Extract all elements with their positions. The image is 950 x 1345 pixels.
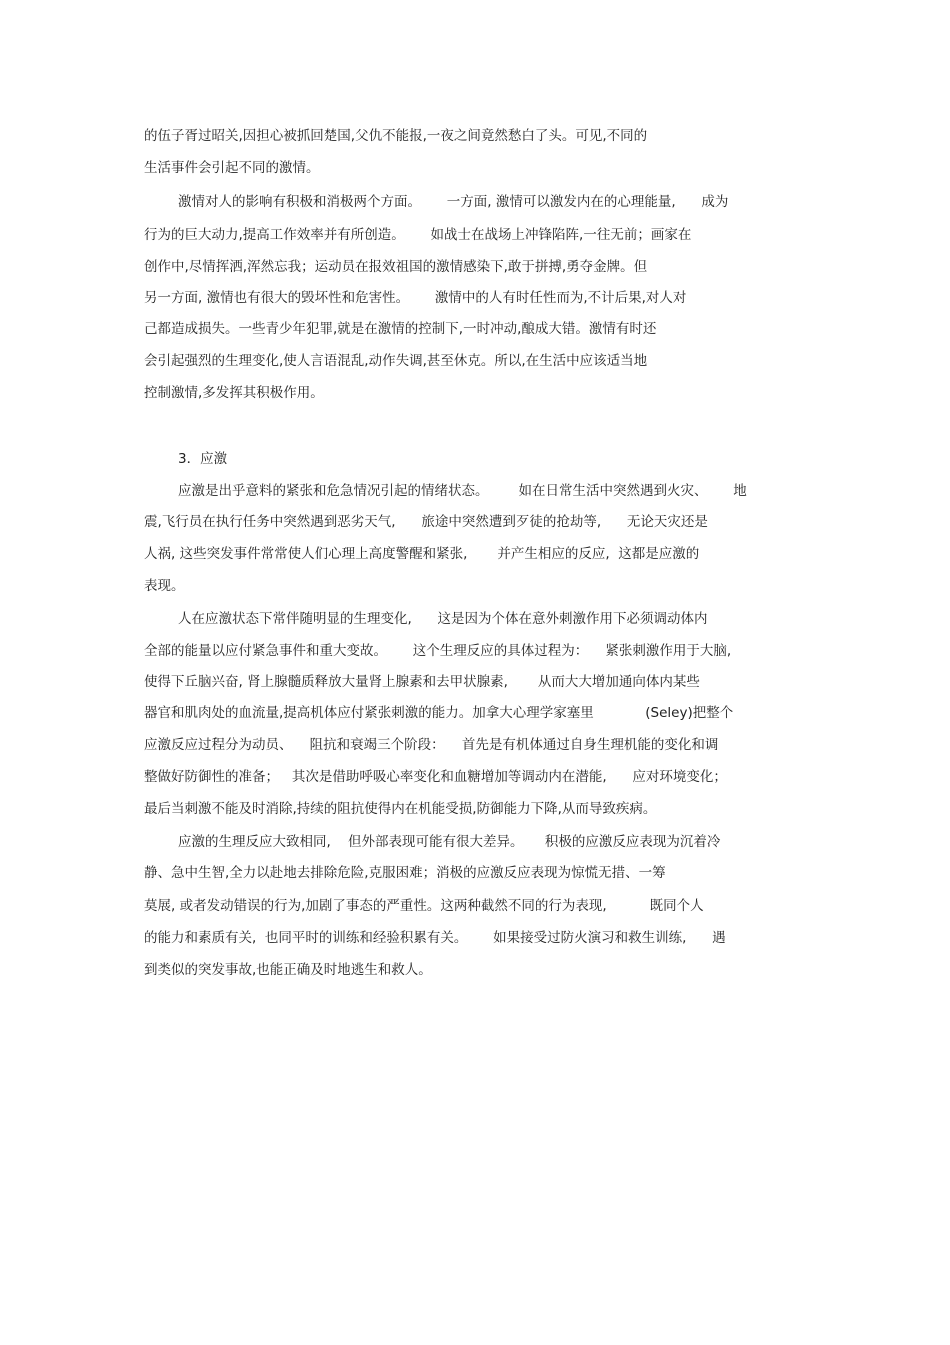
body-text-line: 静、急中生智,全力以赴地去排除危险,克服困难；消极的应激反应表现为惊慌无措、一筹 — [144, 865, 666, 881]
body-text-line: 应激反应过程分为动员、 阻抗和衰竭三个阶段： 首先是有机体通过自身生理机能的变化和调 — [144, 737, 719, 753]
body-text-line: 另一方面, 激情也有很大的毁坏性和危害性。 激情中的人有时任性而为,不计后果,对人对 — [144, 290, 687, 306]
body-text-line: 会引起强烈的生理变化,使人言语混乱,动作失调,甚至休克。所以,在生活中应该适当地 — [144, 353, 648, 369]
body-text-line: 最后当刺激不能及时消除,持续的阻抗使得内在机能受损,防御能力下降,从而导致疾病。 — [144, 801, 657, 817]
body-text-line: 到类似的突发事故,也能正确及时地逃生和救人。 — [144, 962, 432, 978]
body-text-line: 整做好防御性的准备； 其次是借助呼吸心率变化和血糖增加等调动内在潜能, 应对环境变化； — [144, 769, 727, 785]
body-text-line: 行为的巨大动力,提高工作效率并有所创造。 如战士在战场上冲锋陷阵,一往无前；画家在 — [144, 227, 692, 243]
body-text-line: 人祸, 这些突发事件常常使人们心理上高度警醒和紧张, 并产生相应的反应, 这都是应激的 — [144, 546, 700, 562]
body-text-line: 应激的生理反应大致相同, 但外部表现可能有很大差异。 积极的应激反应表现为沉着冷 — [178, 834, 721, 850]
body-text-line: 激情对人的影响有积极和消极两个方面。 一方面, 激情可以激发内在的心理能量, 成为 — [178, 194, 729, 210]
body-text-line: 人在应激状态下常伴随明显的生理变化, 这是因为个体在意外刺激作用下必须调动体内 — [178, 611, 708, 627]
body-text-line: 的伍子胥过昭关,因担心被抓回楚国,父仇不能报,一夜之间竟然愁白了头。可见,不同的 — [144, 128, 648, 144]
body-text-line: 莫展, 或者发动错误的行为,加剧了事态的严重性。这两种截然不同的行为表现, 既同个人 — [144, 898, 704, 914]
body-text-line: 器官和肌肉处的血流量,提高机体应付紧张刺激的能力。加拿大心理学家塞里 (Seley)把整个 — [144, 705, 734, 721]
body-text-line: 生活事件会引起不同的激情。 — [144, 160, 320, 176]
body-text-line: 全部的能量以应付紧急事件和重大变故。 这个生理反应的具体过程为： 紧张刺激作用于大脑, — [144, 643, 732, 659]
section-heading: 3．应激 — [178, 451, 228, 467]
body-text-line: 创作中,尽情挥洒,浑然忘我；运动员在报效祖国的激情感染下,敢于拼搏,勇夺金牌。但 — [144, 259, 648, 275]
body-text-line: 己都造成损失。一些青少年犯罪,就是在激情的控制下,一时冲动,酿成大错。激情有时还 — [144, 321, 657, 337]
body-text-line: 应激是出乎意料的紧张和危急情况引起的情绪状态。 如在日常生活中突然遇到火灾、 地 — [178, 483, 747, 499]
body-text-line: 控制激情,多发挥其积极作用。 — [144, 385, 324, 401]
body-text-line: 使得下丘脑兴奋, 肾上腺髓质释放大量肾上腺素和去甲状腺素, 从而大大增加通向体内某些 — [144, 674, 700, 690]
body-text-line: 的能力和素质有关, 也同平时的训练和经验积累有关。 如果接受过防火演习和救生训练, 遇 — [144, 930, 726, 946]
body-text-line: 表现。 — [144, 578, 185, 594]
body-text-line: 震,飞行员在执行任务中突然遇到恶劣天气, 旅途中突然遭到歹徒的抢劫等, 无论天灾还是 — [144, 514, 708, 530]
